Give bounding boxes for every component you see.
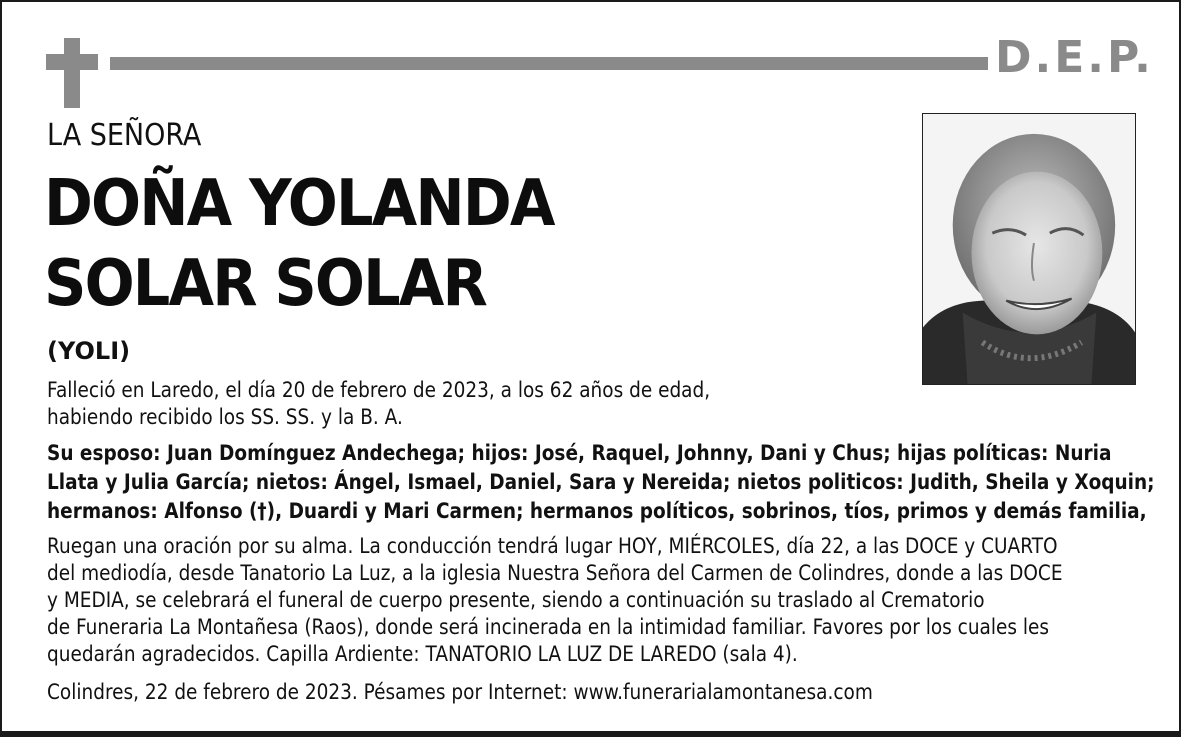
honorific: LA SEÑORA [47,118,202,153]
name-line-2: SOLAR SOLAR [44,247,487,321]
deceased-name [44,164,554,324]
ceremony-line-4: de Funeraria La Montañesa (Raos), donde será incinerada en la intimidad familiar. Favores por los cuales les [47,615,1050,640]
name-line-1: DOÑA YOLANDA [44,167,554,241]
portrait-photo [922,113,1136,385]
rip-label: D.E.P. [995,32,1154,83]
footer-line: Colindres, 22 de febrero de 2023. Pésames por Internet: www.funerarialamontanesa.com [47,680,873,705]
nickname: (YOLI) [47,337,131,365]
cross-icon [46,38,98,108]
ceremony-line-1: Ruegan una oración por su alma. La conducción tendrá lugar HOY, MIÉRCOLES, día 22, a las DOCE y CUARTO [47,534,1058,559]
ceremony-line-5: quedarán agradecidos. Capilla Ardiente: TANATORIO LA LUZ DE LAREDO (sala 4). [47,642,798,667]
family-line-3: hermanos: Alfonso (†), Duardi y Mari Carmen; hermanos políticos, sobrinos, tíos, primos y demás familia, [47,499,1147,524]
death-line-1: Falleció en Laredo, el día 20 de febrero de 2023, a los 62 años de edad, [47,378,711,403]
death-line-2: habiendo recibido los SS. SS. y la B. A. [47,405,403,430]
ceremony-line-3: y MEDIA, se celebrará el funeral de cuerpo presente, siendo a continuación su traslado al Crematorio [47,588,985,613]
family-line-2: Llata y Julia García; nietos: Ángel, Ismael, Daniel, Sara y Nereida; nietos politicos: Judith, Sheila y Xoquin; [47,470,1155,495]
family-line-1: Su esposo: Juan Domínguez Andechega; hijos: José, Raquel, Johnny, Dani y Chus; hijas políticas: Nuria [47,441,1112,466]
ceremony-line-2: del mediodía, desde Tanatorio La Luz, a la iglesia Nuestra Señora del Carmen de Colindres, donde a las DOCE [47,561,1063,586]
header-rule [110,57,988,70]
